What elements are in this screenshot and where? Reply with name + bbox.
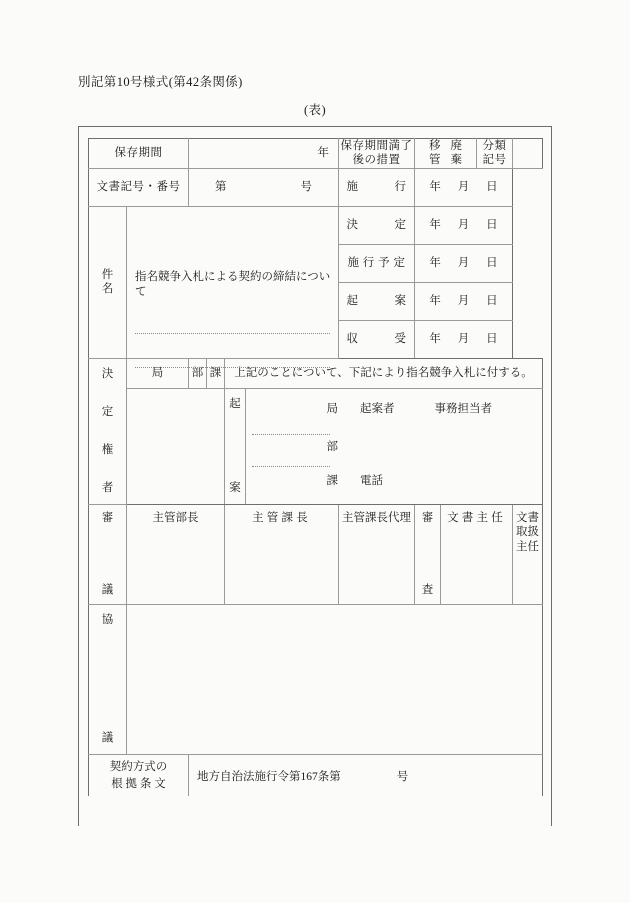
subject-box [127,265,338,299]
drafting-department-label: 部 [326,441,338,454]
classification-symbol-value[interactable] [513,139,543,169]
consultation-label-inner [89,605,126,753]
drafting-date-inner [415,294,512,308]
decision-date-label: 決 定 [339,206,415,244]
review-label-bottom: 議 [101,583,114,596]
contract-basis-label-line2: 根 拠 条 文 [111,777,166,790]
review-col-section-chief[interactable]: 主管課長 [225,504,339,604]
retention-year-cell [189,139,339,169]
classification-symbol-label: 分類記号 [477,139,513,169]
table-row-authority-body [89,388,543,504]
option-transfer[interactable]: 移管 [429,140,441,167]
retention-label: 保存期間 [89,139,189,169]
drafting-label-top: 起 [229,398,241,411]
authority-char-4: 者 [101,482,114,495]
drafting-date-cell[interactable] [415,282,513,320]
review-col-deputy-chief[interactable]: 主管課長代理 [339,504,415,604]
disposition-options-cell [415,139,477,169]
consultation-label-top: 協 [101,614,114,627]
drafting-label-bottom: 案 [229,481,241,494]
table-row-retention [89,139,543,169]
authority-col-department: 部 [189,358,207,388]
drafting-dotted-line-1 [252,434,330,435]
authority-col-section: 課 [207,358,225,388]
retention-year-unit: 年 [317,147,329,160]
disposition-options-inner [415,139,476,168]
consultation-content-cell[interactable] [127,604,543,754]
contract-basis-label-inner [89,759,188,792]
receipt-date-cell[interactable] [415,320,513,358]
subject-dotted-line-1 [135,333,330,334]
planned-enforcement-label: 施 行 予 定 [339,244,415,282]
planned-enforcement-year: 年 [429,257,441,270]
subject-label-bottom: 名 [101,283,114,296]
drafting-date-label: 起 案 [339,282,415,320]
enforcement-date-inner [415,180,512,194]
document-number-inner [189,180,338,194]
contract-basis-label [89,754,189,796]
drafting-drafter-label: 起案者 [360,403,395,416]
receipt-day: 日 [486,333,498,346]
contract-basis-gou: 号 [396,771,409,784]
page-title: 別記第10号様式(第42条関係) [78,75,243,89]
drafting-month: 月 [457,295,470,308]
subject-label [89,206,127,358]
table-row-review [89,504,543,604]
decision-year: 年 [429,219,441,232]
contract-basis-text: 地方自治法施行令第167条第 [197,771,341,784]
decision-date-inner [415,218,512,232]
authority-col-bureau: 局 [127,358,189,388]
consultation-label [89,604,127,754]
enforcement-day: 日 [486,181,498,194]
table-row-authority-head [89,358,543,388]
drafting-label-inner [225,390,245,502]
inspect-label-inner [415,505,440,603]
table-row-contract-basis [89,754,543,796]
review-label [89,504,127,604]
contract-basis-content-inner [189,766,542,784]
decision-form-table [88,138,543,796]
enforcement-year: 年 [429,181,441,194]
authority-char-1: 決 [101,367,114,380]
document-symbol-number-label: 文書記号・番号 [89,168,189,206]
decision-day: 日 [486,219,498,232]
planned-enforcement-day: 日 [486,257,498,270]
drafting-dotted-line-2 [252,466,330,467]
gou-char: 号 [300,181,312,194]
retention-year-inner [189,146,338,160]
drafting-phone-label: 電話 [360,475,383,488]
option-discard[interactable]: 廃棄 [450,140,462,167]
decision-date-cell[interactable] [415,206,513,244]
table-row-subject-1 [89,206,543,244]
drafting-row-section [246,474,542,488]
decision-month: 月 [457,219,470,232]
page-subtitle: (表) [303,103,327,117]
drafting-label [225,388,246,504]
drafting-officer-label: 事務担当者 [434,403,492,416]
contract-basis-content-cell[interactable] [189,754,543,796]
planned-enforcement-date-inner [415,256,512,270]
subject-label-top: 件 [101,268,114,281]
inspect-label-top: 審 [421,512,434,525]
drafting-row-department [246,440,542,454]
drafting-bureau-label: 局 [326,403,338,416]
review-label-top: 審 [101,512,114,525]
planned-enforcement-month: 月 [457,257,470,270]
subject-content-cell[interactable] [127,206,339,358]
drafting-row-bureau [246,402,542,416]
receipt-date-label: 収 受 [339,320,415,358]
inspect-col-doc-chief[interactable]: 文書主任 [441,504,513,604]
subject-text: 指名競争入札による契約の締結について [135,271,331,298]
inspect-label [415,504,441,604]
authority-char-3: 権 [101,444,114,457]
enforcement-month: 月 [457,181,470,194]
authority-signature-area[interactable] [127,388,225,504]
receipt-date-inner [415,332,512,346]
drafting-detail-cell[interactable] [246,388,543,504]
contract-basis-label-line1: 契約方式の [109,760,168,773]
subject-dotted-line-2 [135,367,330,368]
subject-label-inner [89,259,126,306]
drafting-section-label: 課 [326,475,338,488]
enforcement-label: 施 行 [339,168,415,206]
dai-char: 第 [215,181,227,194]
receipt-month: 月 [457,333,470,346]
document-number-cell[interactable] [189,168,339,206]
review-col-general-manager[interactable]: 主管部長 [127,504,225,604]
drafting-detail-body [246,390,542,502]
authority-label-inner [89,359,126,504]
drafting-day: 日 [486,295,498,308]
receipt-year: 年 [429,333,441,346]
authority-label [89,358,127,504]
table-row-consultation [89,604,543,754]
inspect-col-doc-handler[interactable]: 文書取扱主任 [513,504,543,604]
table-row-docnumber [89,168,543,206]
post-retention-measure-label: 保存期間満了後の措置 [340,140,413,167]
planned-enforcement-date-cell[interactable] [415,244,513,282]
drafting-year: 年 [429,295,441,308]
authority-statement: 上記のことについて、下記により指名競争入札に付する。 [225,358,543,388]
consultation-label-bottom: 議 [101,731,114,744]
authority-char-2: 定 [101,405,114,418]
enforcement-date-cell[interactable] [415,168,513,206]
inspect-label-bottom: 査 [421,583,434,596]
review-label-inner [89,505,126,603]
